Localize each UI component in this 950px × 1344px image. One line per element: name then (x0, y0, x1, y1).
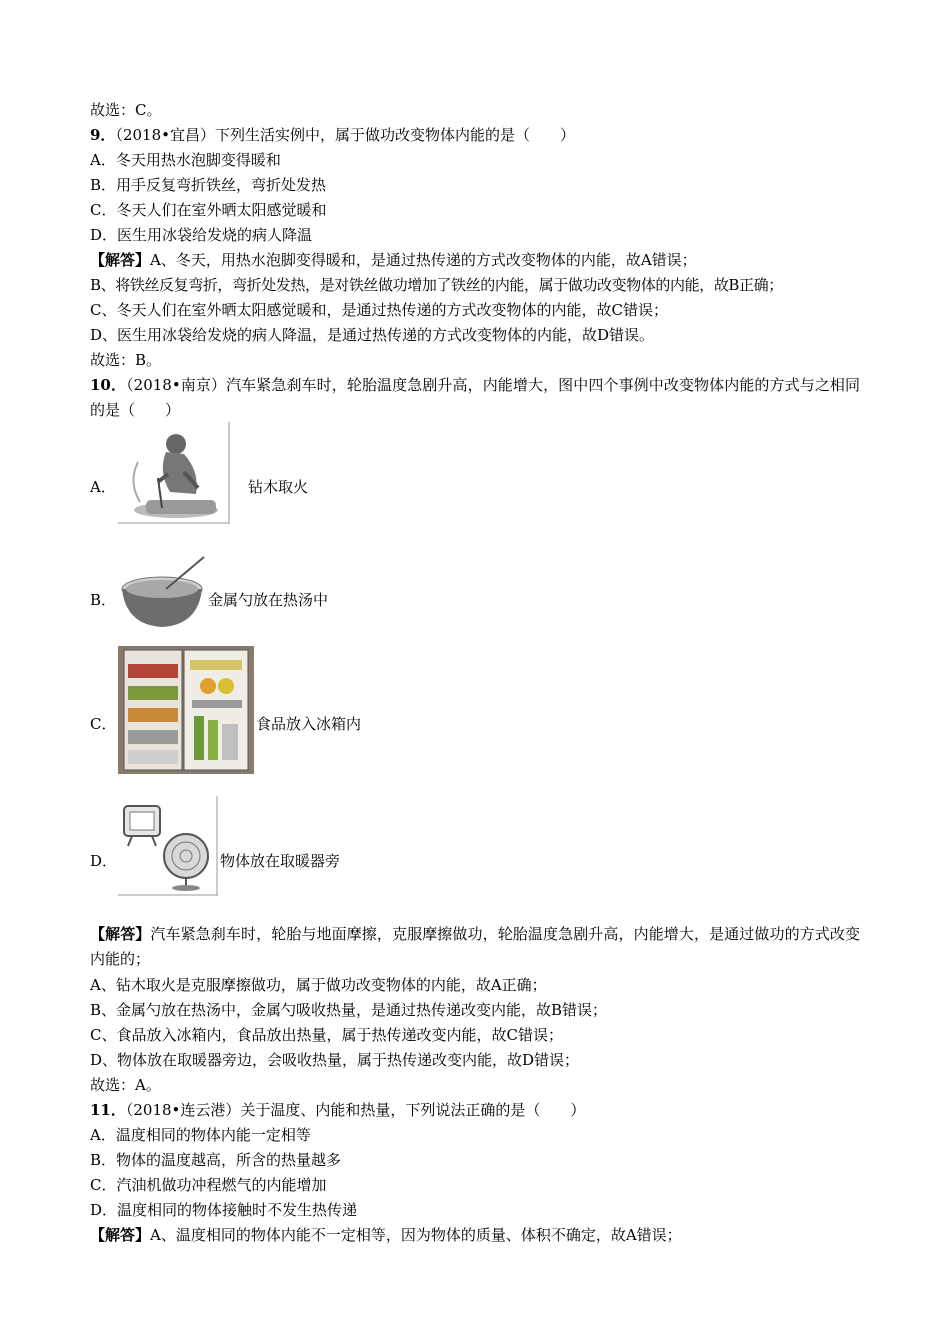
question-10 (90, 373, 860, 423)
question-number: 11． (90, 1101, 126, 1119)
solution-text: A、温度相同的物体内能不一定相等，因为物体的质量、体积不确定，故A错误； (150, 1226, 682, 1244)
option-c: C．冬天人们在室外晒太阳感觉暖和 (90, 201, 327, 219)
option-a: A．冬天用热水泡脚变得暖和 (90, 151, 281, 169)
option-c-label: C． (90, 715, 117, 733)
answer-line: 故选：B。 (90, 351, 162, 369)
option-c: C．汽油机做功冲程燃气的内能增加 (90, 1176, 327, 1194)
spoon-in-soup-image (120, 553, 206, 629)
solution-line: C、食品放入冰箱内，食品放出热量，属于热传递改变内能，故C错误； (90, 1026, 563, 1044)
question-text: （2018•宜昌）下列生活实例中，属于做功改变物体内能的是（ ） (115, 126, 575, 144)
solution-line: D、物体放在取暖器旁边，会吸收热量，属于热传递改变内能，故D错误； (90, 1051, 580, 1069)
solution-line: C、冬天人们在室外晒太阳感觉暖和，是通过热传递的方式改变物体的内能，故C错误； (90, 301, 668, 319)
solution-heading: 【解答】 (90, 925, 151, 943)
question-text: （2018•南京）汽车紧急刹车时，轮胎温度急剧升高，内能增大，图中四个事例中改变物体内能的方式与之相同的是（ ） (90, 376, 861, 419)
solution-line (90, 1225, 682, 1245)
question-text: （2018•连云港）关于温度、内能和热量，下列说法正确的是（ ） (125, 1101, 586, 1119)
option-b: B．物体的温度越高，所含的热量越多 (90, 1151, 342, 1169)
option-d-text: 物体放在取暖器旁 (220, 852, 341, 870)
heater-image (118, 796, 218, 896)
question-11 (90, 1100, 585, 1120)
solution-text: 汽车紧急刹车时，轮胎与地面摩擦，克服摩擦做功，轮胎温度急剧升高，内能增大，是通过做功的方式改变内能的； (90, 925, 860, 968)
solution-line: D、医生用冰袋给发烧的病人降温，是通过热传递的方式改变物体的内能，故D错误。 (90, 326, 655, 344)
option-b-label: B． (90, 591, 117, 609)
option-d: D．医生用冰袋给发烧的病人降温 (90, 226, 313, 244)
solution-text: A、冬天，用热水泡脚变得暖和，是通过热传递的方式改变物体的内能，故A错误； (150, 251, 697, 269)
question-number: 9． (90, 126, 116, 144)
solution-heading: 【解答】 (90, 1226, 151, 1244)
solution-line: B、金属勺放在热汤中，金属勺吸收热量，是通过热传递改变内能，故B错误； (90, 1001, 608, 1019)
option-b-text: 金属勺放在热汤中 (208, 591, 329, 609)
question-number: 10． (90, 376, 127, 394)
solution-line: A、钻木取火是克服摩擦做功，属于做功改变物体的内能，故A正确； (90, 976, 547, 994)
option-a-label: A． (90, 478, 116, 496)
option-d-label: D． (90, 852, 118, 870)
solution-line (90, 250, 697, 270)
solution-line (90, 922, 860, 972)
option-c-text: 食品放入冰箱内 (256, 715, 362, 733)
refrigerator-image (118, 646, 254, 774)
solution-line: B、将铁丝反复弯折，弯折处发热，是对铁丝做功增加了铁丝的内能，属于做功改变物体的内能，故B正确； (90, 276, 783, 294)
answer-line: 故选：C。 (90, 101, 162, 119)
option-b: B．用手反复弯折铁丝，弯折处发热 (90, 176, 327, 194)
answer-line: 故选：A。 (90, 1076, 161, 1094)
option-a-text: 钻木取火 (248, 478, 309, 496)
drilling-wood-fire-image (118, 422, 230, 524)
solution-heading: 【解答】 (90, 251, 151, 269)
option-a: A．温度相同的物体内能一定相等 (90, 1126, 311, 1144)
question-9 (90, 125, 575, 145)
option-d: D．温度相同的物体接触时不发生热传递 (90, 1201, 358, 1219)
